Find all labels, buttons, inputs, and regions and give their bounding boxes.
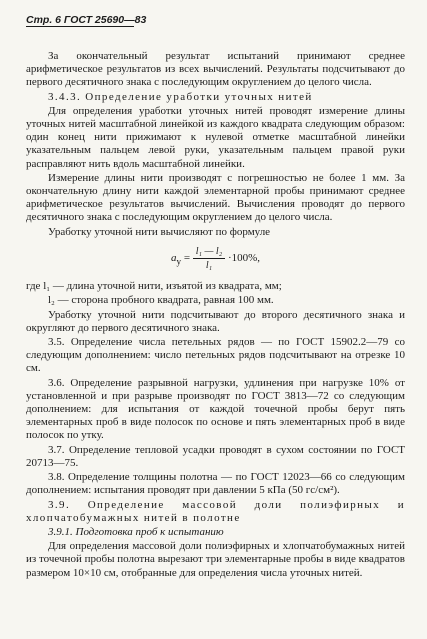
where-line-1: где l₁ — длина уточной нити, изъятой из квадрата, мм; — [26, 280, 282, 293]
formula-denominator: l₁ — [205, 260, 213, 272]
formula-subscript: у — [176, 256, 182, 267]
paragraph-3-6: 3.6. Определение разрывной нагрузки, удлинения при нагрузке 10% от установленной и при разрыве производят по ГОСТ 3813—72 со следующим дополнением: для испытания от каждой точечной пробы берут пять элементарных проб в виде полосок по основе и пять элементарных проб в виде полосок по утку. — [26, 376, 405, 442]
section-heading-3-9: 3.9. Определение массовой доли полиэфирных и хлопчатобумажных нитей в полотне — [26, 498, 405, 524]
document-body — [26, 50, 405, 580]
formula-numerator: l₁ — l₂ — [193, 245, 225, 259]
paragraph-result: За окончательный результат испытаний принимают среднее арифметическое результатов из всех вычислений. Результаты подсчитывают до первого десятичного знака с последующим округлением до целого числа. — [26, 50, 405, 89]
paragraph-accuracy: Измерение длины нити производят с погрешностью не более 1 мм. За окончательную длину нити каждой элементарной пробы принимают среднее арифметическое результатов вычислений. Вычисления проводят до первого десятичного знака с последующим округлением до целого числа. — [26, 171, 405, 224]
paragraph-rounding: Уработку уточной нити подсчитывают до второго десятичного знака и округляют до первого десятичного знака. — [26, 308, 405, 334]
paragraph-formula-intro: Уработку уточной нити вычисляют по формуле — [48, 225, 271, 238]
page-header: Стр. 6 ГОСТ 25690—83 — [26, 14, 147, 26]
header-rule — [26, 26, 134, 27]
section-heading-3-9-1: 3.9.1. Подготовка проб к испытанию — [48, 525, 224, 538]
formula-equals: = — [183, 252, 191, 265]
formula — [26, 245, 405, 272]
section-heading-3-4-3: 3.4.3. Определение уработки уточных нитей — [48, 90, 313, 103]
paragraph-3-7: 3.7. Определение тепловой усадки проводят в сухом состоянии по ГОСТ 20713—75. — [26, 443, 405, 469]
where-line-2: l₂ — сторона пробного квадрата, равная 100 мм. — [48, 294, 274, 307]
formula-fraction — [193, 245, 225, 272]
paragraph-3-8: 3.8. Определение толщины полотна — по ГОСТ 12023—66 со следующим дополнением: испытания проводят при давлении 5 кПа (50 гс/см²). — [26, 471, 405, 497]
paragraph-3-5: 3.5. Определение числа петельных рядов — по ГОСТ 15902.2—79 со следующим дополнением: число петельных рядов подсчитывают на отрезке 10 см. — [26, 336, 405, 375]
paragraph-measurement: Для определения уработки уточных нитей проводят измерение длины уточных нитей масштабной линейкой из каждого квадрата следующим образом: один конец нити прижимают к нулевой отметке масштабной линейки указательным пальцем левой руки, указательным пальцем правой руки расправляют нить вдоль масштабной линейки. — [26, 104, 405, 170]
formula-tail: ·100%, — [227, 252, 261, 265]
formula-lhs: a — [170, 252, 177, 265]
paragraph-sample-prep: Для определения массовой доли полиэфирных и хлопчатобумажных нитей из точечной пробы полотна вырезают три элементарные пробы в виде квадратов размером 10×10 см, отобранные для определения числа уточных нитей. — [26, 540, 405, 579]
